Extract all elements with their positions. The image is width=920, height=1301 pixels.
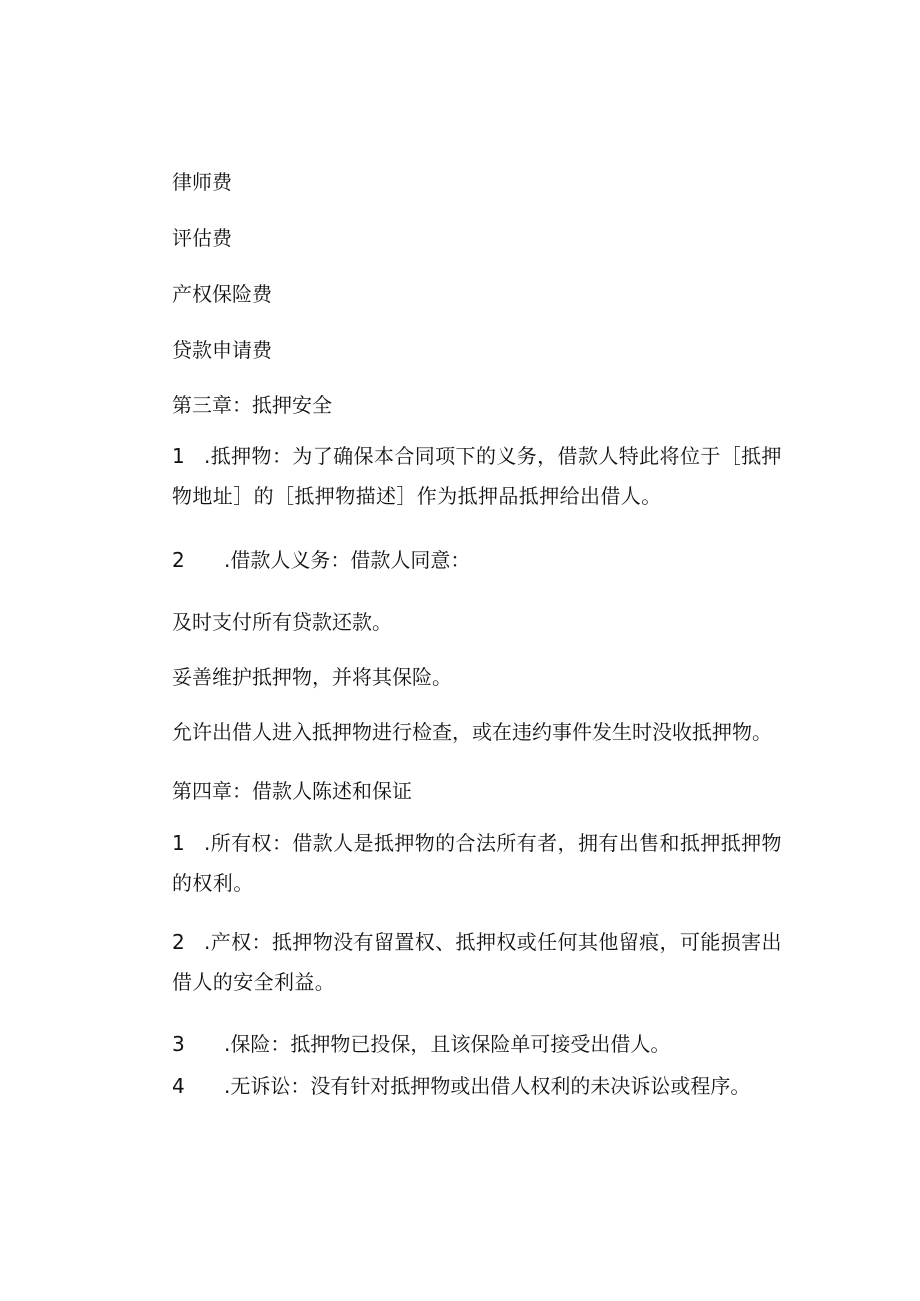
chapter3-item1-text: .抵押物：为了确保本合同项下的义务，借款人特此将位于［抵押物地址］的［抵押物描述］作为抵押品抵押给出借人。 — [172, 444, 782, 508]
chapter3-item1-num: 1 — [172, 444, 186, 468]
chapter4-item2 — [172, 922, 792, 1002]
chapter4-item2-num: 2 — [172, 930, 186, 954]
chapter3-item2-text: .借款人义务：借款人同意： — [224, 548, 471, 572]
obligation-item: 允许出借人进入抵押物进行检查，或在违约事件发生时没收抵押物。 — [172, 720, 772, 744]
chapter4-item1-text: .所有权：借款人是抵押物的合法所有者，拥有出售和抵押抵押物的权利。 — [172, 831, 782, 895]
chapter4-item1 — [172, 823, 792, 903]
chapter4-item3-text: .保险：抵押物已投保，且该保险单可接受出借人。 — [224, 1032, 671, 1056]
chapter4-heading: 第四章：借款人陈述和保证 — [172, 779, 412, 803]
chapter4-item4-num: 4 — [172, 1074, 185, 1098]
chapter4-item3-num: 3 — [172, 1032, 185, 1056]
fee-item-title-insurance: 产权保险费 — [172, 282, 272, 306]
chapter3-item1 — [172, 436, 792, 516]
chapter3-heading: 第三章：抵押安全 — [172, 393, 332, 417]
chapter4-item4-text: .无诉讼：没有针对抵押物或出借人权利的未决诉讼或程序。 — [224, 1074, 751, 1098]
obligation-item: 及时支付所有贷款还款。 — [172, 610, 392, 634]
chapter4-item2-text: .产权：抵押物没有留置权、抵押权或任何其他留痕，可能损害出借人的安全利益。 — [172, 930, 782, 994]
chapter3-item2-num: 2 — [172, 548, 185, 572]
obligation-item: 妥善维护抵押物，并将其保险。 — [172, 665, 452, 689]
chapter4-item1-num: 1 — [172, 831, 186, 855]
fee-item-lawyer: 律师费 — [172, 170, 232, 194]
fee-item-application: 贷款申请费 — [172, 338, 272, 362]
fee-item-appraisal: 评估费 — [172, 226, 232, 250]
